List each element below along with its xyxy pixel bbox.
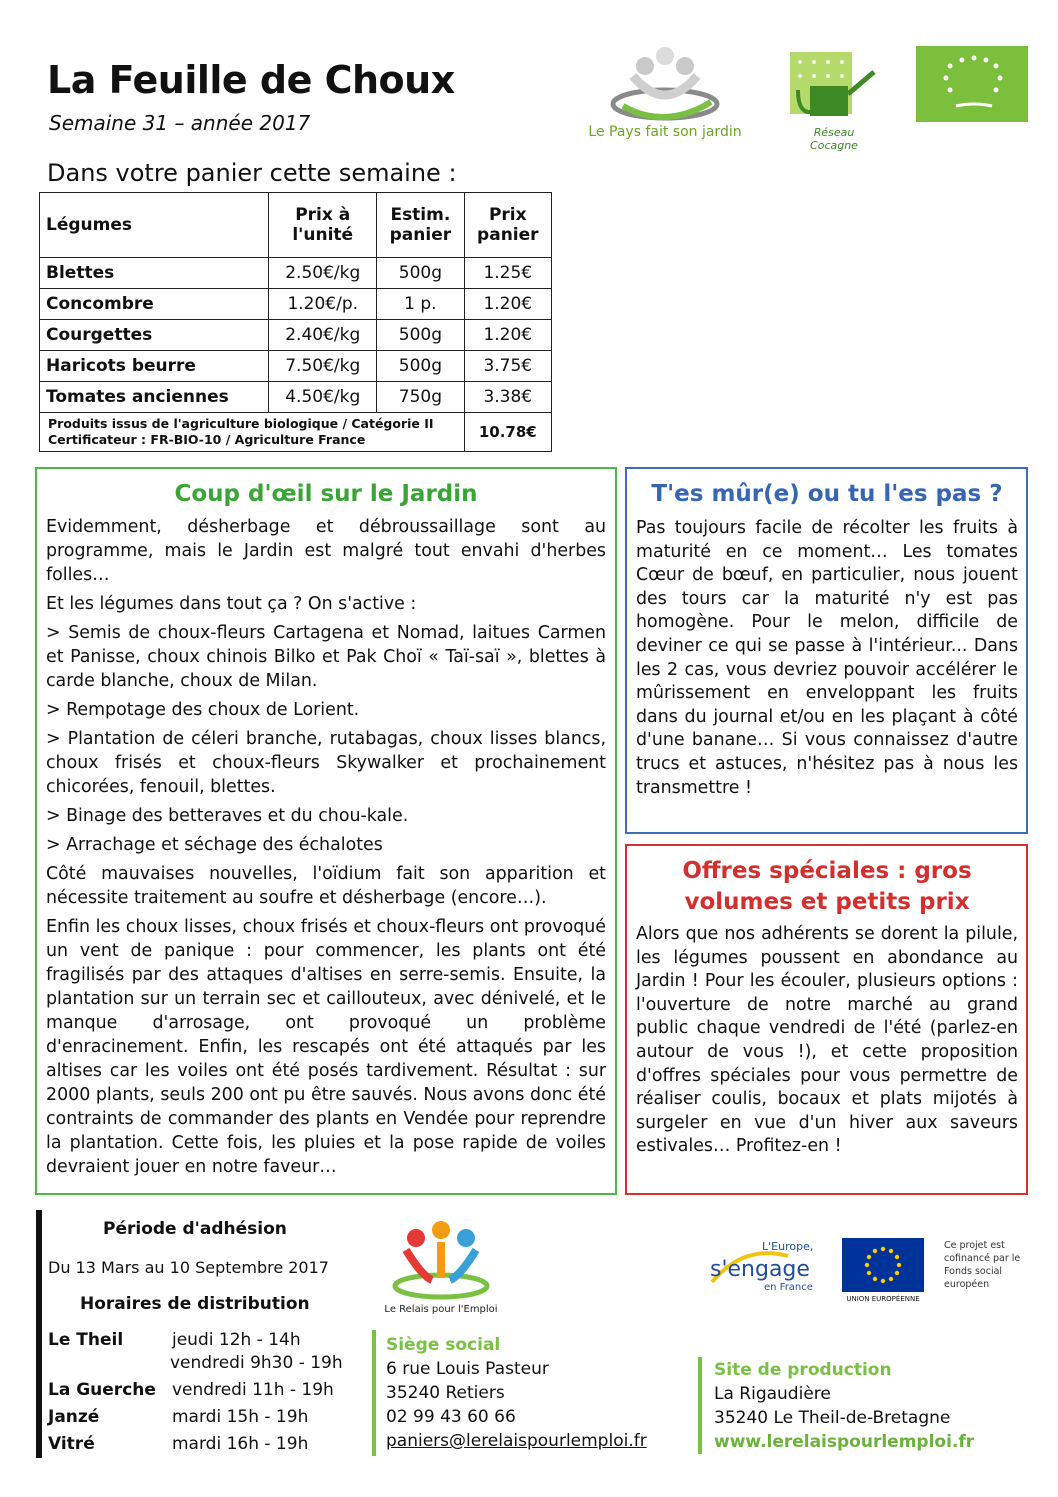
pays-logo-icon bbox=[585, 44, 745, 124]
basket-price: 3.75€ bbox=[464, 351, 551, 382]
col-header-estimate: Estim. panier bbox=[377, 193, 464, 258]
relais-logo-icon bbox=[372, 1220, 510, 1302]
page-title: La Feuille de Choux bbox=[47, 58, 455, 102]
ripeness-box bbox=[625, 467, 1028, 834]
schedule-hours: jeudi 12h - 14h bbox=[172, 1330, 301, 1350]
ripeness-text: Pas toujours facile de récolter les fruits à maturité en ce moment… Les tomates Cœur de bœuf, en particulier, nous jouent des tours car la maturité n'y est pas homogène. Pour le melon, difficile de deviner ce qui se passe à l'intérieur... Dans les 2 cas, vous devriez pouvoir accélérer le mûrissement en enveloppant les fruits dans du journal et/ou en les plaçant à côté d'une banane… Si vous connaissez d'autre trucs et astuces, n'hésitez pas à nous les transmettre ! bbox=[636, 518, 1018, 798]
distribution-hours-heading: Horaires de distribution bbox=[80, 1294, 310, 1314]
europe-sengage-logo bbox=[704, 1238, 828, 1302]
garden-paragraph: Evidemment, désherbage et débroussaillage sont au programme, mais le Jardin est malgré tout envahi d'herbes folles… bbox=[46, 517, 606, 585]
garden-paragraph: Et les légumes dans tout ça ? On s'active : bbox=[46, 594, 417, 614]
membership-period-heading: Période d'adhésion bbox=[103, 1219, 287, 1239]
garden-news-body bbox=[46, 515, 606, 1179]
eu-organic-logo bbox=[916, 46, 1028, 122]
certification-note bbox=[40, 413, 465, 452]
unit-price: 4.50€/kg bbox=[269, 382, 377, 413]
schedule-town: Le Theil bbox=[48, 1330, 124, 1350]
table-row bbox=[40, 258, 552, 289]
reseau-logo-caption: Réseau Cocagne bbox=[810, 126, 858, 152]
europe-sengage-icon bbox=[704, 1238, 828, 1302]
garden-paragraph: > Binage des betteraves et du chou-kale. bbox=[46, 806, 409, 826]
basket-estimate: 1 p. bbox=[377, 289, 464, 320]
unit-price: 7.50€/kg bbox=[269, 351, 377, 382]
table-row bbox=[40, 382, 552, 413]
schedule-hours: vendredi 11h - 19h bbox=[172, 1380, 334, 1400]
table-row bbox=[40, 351, 552, 382]
schedule-hours: vendredi 9h30 - 19h bbox=[170, 1353, 343, 1373]
garden-paragraph: Côté mauvaises nouvelles, l'oïdium fait son apparition et nécessite traitement au soufre et désherbage (encore…). bbox=[46, 864, 606, 908]
membership-period-dates: Du 13 Mars au 10 Septembre 2017 bbox=[48, 1258, 329, 1277]
basket-price: 1.20€ bbox=[464, 289, 551, 320]
vegetable-name: Haricots beurre bbox=[40, 351, 269, 382]
ripeness-title: T'es mûr(e) ou tu l'es pas ? bbox=[651, 481, 1003, 507]
siege-accent-bar bbox=[372, 1330, 376, 1456]
production-site-place: La Rigaudière bbox=[714, 1384, 831, 1404]
certification-note-line1: Produits issus de l'agriculture biologique / Catégorie II bbox=[48, 416, 434, 431]
basket-estimate: 750g bbox=[377, 382, 464, 413]
footer-divider bbox=[36, 1210, 42, 1458]
site-accent-bar bbox=[698, 1357, 702, 1454]
schedule-town: La Guerche bbox=[48, 1380, 156, 1400]
basket-heading: Dans votre panier cette semaine : bbox=[47, 159, 457, 187]
schedule-hours: mardi 16h - 19h bbox=[172, 1434, 309, 1454]
relais-logo-caption: Le Relais pour l'Emploi bbox=[384, 1304, 498, 1315]
basket-total: 10.78€ bbox=[464, 413, 551, 452]
svg-text:s'engage: s'engage bbox=[710, 1257, 810, 1282]
garden-paragraph: > Rempotage des choux de Lorient. bbox=[46, 700, 360, 720]
eu-organic-leaf-icon bbox=[916, 46, 1028, 122]
contact-email-link[interactable]: paniers@lerelaispourlemploi.fr bbox=[386, 1431, 647, 1451]
head-office-heading: Siège social bbox=[386, 1335, 501, 1355]
special-offers-title-line2: volumes et petits prix bbox=[684, 889, 970, 915]
issue-subtitle: Semaine 31 – année 2017 bbox=[49, 111, 311, 135]
svg-text:L'Europe,: L'Europe, bbox=[762, 1240, 814, 1253]
production-site-heading: Site de production bbox=[714, 1360, 892, 1380]
production-site-city: 35240 Le Theil-de-Bretagne bbox=[714, 1408, 951, 1428]
vegetable-name: Blettes bbox=[40, 258, 269, 289]
eu-caption: UNION EUROPÉENNE bbox=[846, 1295, 920, 1303]
unit-price: 2.40€/kg bbox=[269, 320, 377, 351]
svg-text:en France: en France bbox=[764, 1282, 813, 1293]
head-office-address bbox=[386, 1333, 647, 1453]
col-header-unit-price: Prix à l'unité bbox=[269, 193, 377, 258]
table-row bbox=[40, 320, 552, 351]
schedule-town: Janzé bbox=[48, 1407, 100, 1427]
basket-estimate: 500g bbox=[377, 258, 464, 289]
vegetable-name: Tomates anciennes bbox=[40, 382, 269, 413]
garden-paragraph: > Arrachage et séchage des échalotes bbox=[46, 835, 383, 855]
vegetable-name: Concombre bbox=[40, 289, 269, 320]
watering-can-icon bbox=[788, 50, 880, 124]
head-office-street: 6 rue Louis Pasteur bbox=[386, 1359, 549, 1379]
table-footer-row bbox=[40, 413, 552, 452]
table-header-row bbox=[40, 193, 552, 258]
head-office-phone[interactable]: 02 99 43 60 66 bbox=[386, 1407, 516, 1427]
garden-paragraph: Enfin les choux lisses, choux frisés et choux-fleurs ont provoqué un vent de panique : pour commencer, les plants ont été fragilisés par des attaques d'altises en serre-semis. Ensuite, la plantation sur un terrain sec et caillouteux, avec dénivelé, et le manque d'arrosage, ont provoqué un problème d'enracinement. Enfin, les rescapés ont été attaqués par les altises car les voiles ont été posés tardivement. Résultat : sur 2000 plants, seuls 200 ont pu être sauvés. Nous avons donc été contraints de commander des plants en Vendée pour reprendre la plantation. Cette fois, les pluies et la pose rapide de voiles devraient jouer en notre faveur… bbox=[46, 917, 606, 1177]
special-offers-box bbox=[625, 844, 1028, 1195]
relais-pour-emploi-logo bbox=[372, 1220, 510, 1320]
head-office-city: 35240 Retiers bbox=[386, 1383, 505, 1403]
basket-price: 3.38€ bbox=[464, 382, 551, 413]
col-header-legumes: Légumes bbox=[40, 193, 269, 258]
pays-fait-son-jardin-logo bbox=[585, 44, 745, 144]
vegetable-name: Courgettes bbox=[40, 320, 269, 351]
basket-estimate: 500g bbox=[377, 320, 464, 351]
website-link[interactable]: www.lerelaispourlemploi.fr bbox=[714, 1432, 975, 1452]
basket-estimate: 500g bbox=[377, 351, 464, 382]
eu-flag-logo bbox=[842, 1238, 924, 1304]
col-header-basket-price: Prix panier bbox=[464, 193, 551, 258]
reseau-cocagne-logo bbox=[788, 50, 880, 152]
table-row bbox=[40, 289, 552, 320]
special-offers-title-line1: Offres spéciales : gros bbox=[682, 858, 972, 884]
eu-funding-note: Ce projet est cofinancé par le Fonds social européen bbox=[944, 1240, 1021, 1290]
schedule-hours: mardi 15h - 19h bbox=[172, 1407, 309, 1427]
unit-price: 1.20€/p. bbox=[269, 289, 377, 320]
garden-paragraph: > Semis de choux-fleurs Cartagena et Nomad, laitues Carmen et Panisse, choux chinois Bilko et Pak Choï « Taï-saï », blettes à carde blanche, choux de Milan. bbox=[46, 623, 606, 691]
pays-logo-caption: Le Pays fait son jardin bbox=[588, 124, 742, 140]
garden-news-title: Coup d'œil sur le Jardin bbox=[174, 481, 478, 507]
basket-price-table bbox=[39, 192, 552, 452]
special-offers-text: Alors que nos adhérents se dorent la pilule, les légumes poussent en abondance au Jardin ! Pour les écouler, plusieurs options : l'ouverture de notre marché au grand public chaque vendredi de l'été (parlez-en autour de vous !), et cette proposition d'offres spéciales pour vous permettre de réaliser coulis, bocaux et plats mijotés à surgeler en vue d'un hiver aux saveurs estivales… Profitez-en ! bbox=[636, 924, 1018, 1157]
garden-news-box bbox=[35, 467, 617, 1195]
schedule-town: Vitré bbox=[48, 1434, 95, 1454]
unit-price: 2.50€/kg bbox=[269, 258, 377, 289]
garden-paragraph: > Plantation de céleri branche, rutabagas, choux lisses blancs, choux frisés et choux-fleurs Skywalker et prochainement chicorées, fenouil, blettes. bbox=[46, 729, 606, 797]
production-site-address bbox=[714, 1358, 974, 1454]
eu-flag-icon bbox=[842, 1238, 924, 1292]
certification-note-line2: Certificateur : FR-BIO-10 / Agriculture France bbox=[48, 432, 366, 447]
basket-price: 1.25€ bbox=[464, 258, 551, 289]
special-offers-title bbox=[636, 856, 1018, 918]
basket-price: 1.20€ bbox=[464, 320, 551, 351]
